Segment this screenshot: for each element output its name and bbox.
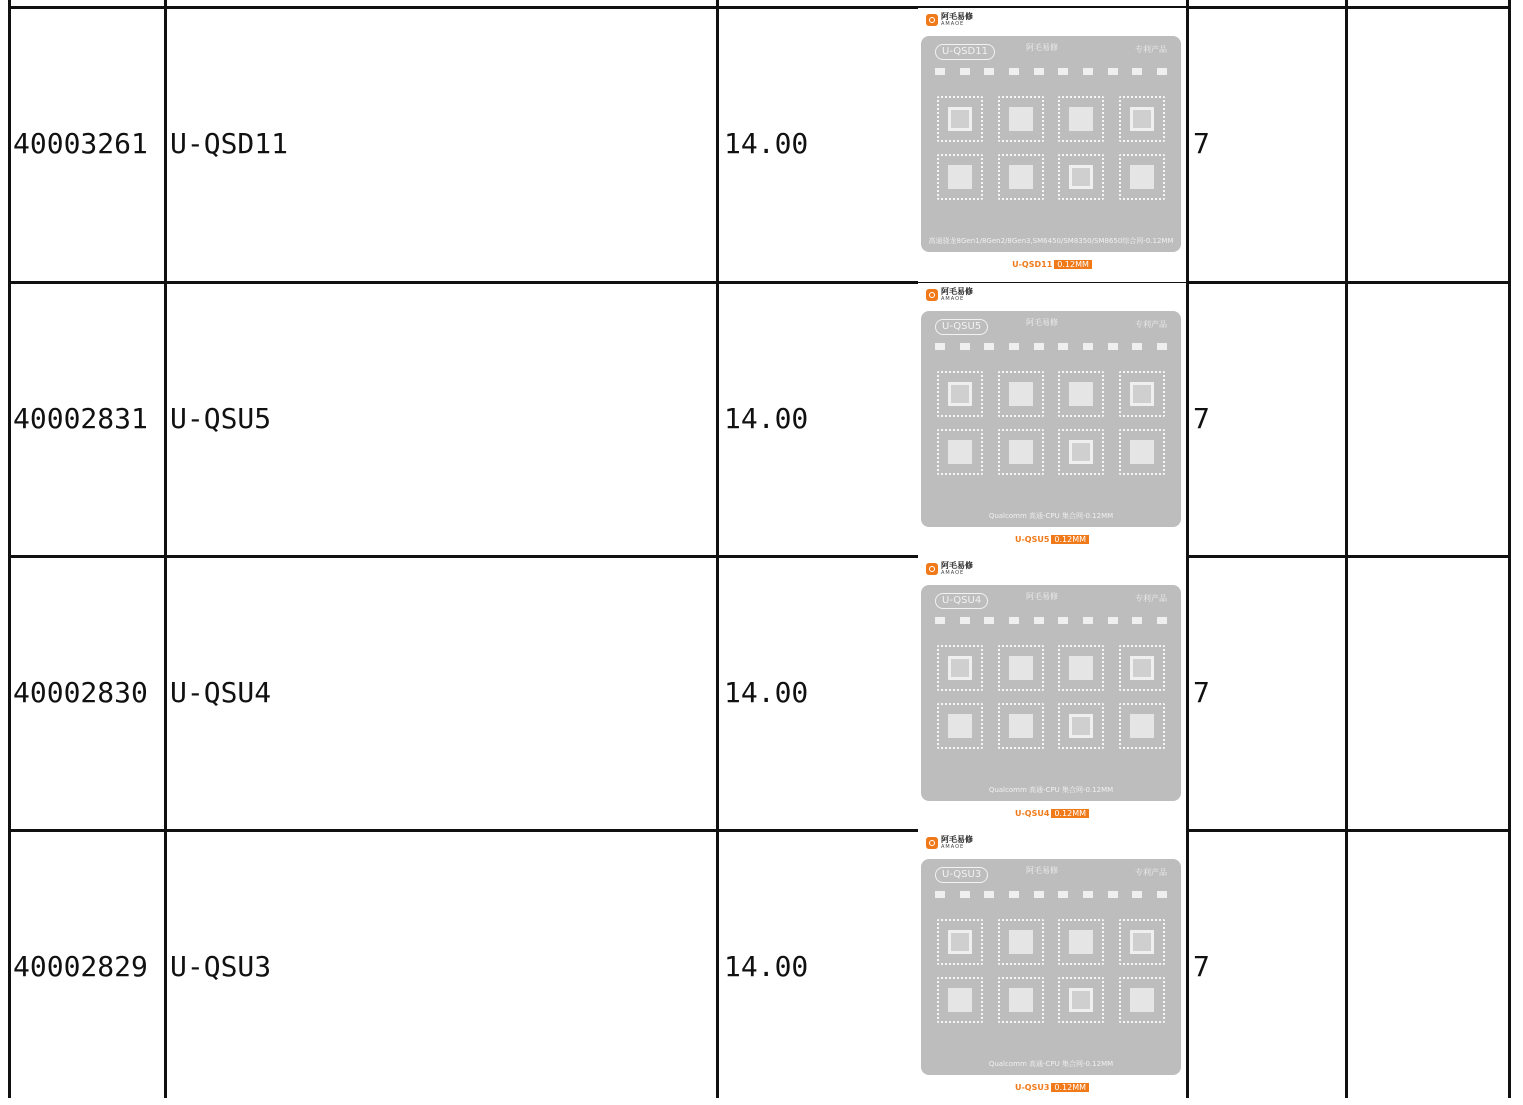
- stencil-chip-pattern: [948, 440, 972, 464]
- product-model-cell: U-QSU5: [170, 402, 272, 435]
- stencil-pad: [960, 891, 970, 898]
- stencil-pad: [984, 617, 994, 624]
- stencil-description: 高通骁龙8Gen1/8Gen2/8Gen3,SM6450/SM8350/SM8650综合网-0.12MM: [928, 237, 1174, 245]
- image-caption: [918, 535, 1186, 544]
- stencil-chip-row: [937, 645, 1165, 691]
- row-border-1: [8, 281, 1511, 284]
- stencil-chip-pattern: [1069, 714, 1093, 738]
- stencil-patent-label: 专利产品: [1135, 320, 1167, 329]
- stencil-chip-row: [937, 919, 1165, 965]
- stencil-chip: [937, 96, 983, 142]
- stencil-pad: [1083, 891, 1093, 898]
- product-code-cell: 40002830: [13, 676, 148, 709]
- brand-name: [941, 562, 973, 576]
- brand-subtitle: AMAOE: [941, 844, 965, 850]
- stencil-pad: [1083, 343, 1093, 350]
- stencil-pad: [1009, 343, 1019, 350]
- col-border-3: [1186, 0, 1189, 1098]
- stencil-pad: [960, 617, 970, 624]
- brand-header: [926, 287, 973, 303]
- stencil-pad: [1157, 343, 1167, 350]
- stencil-chip: [1119, 371, 1165, 417]
- stencil-pad: [984, 891, 994, 898]
- stencil-chip-row: [937, 154, 1165, 200]
- brand-title: 阿毛易修: [941, 287, 973, 296]
- stencil-pad: [1058, 343, 1068, 350]
- stencil-chip-pattern: [1069, 440, 1093, 464]
- stencil-pad: [935, 891, 945, 898]
- stencil-chip-pattern: [948, 714, 972, 738]
- stencil-chip-pattern: [1069, 988, 1093, 1012]
- caption-thickness-badge: 0.12MM: [1051, 809, 1089, 818]
- stencil-chip-row: [937, 96, 1165, 142]
- stencil-pad: [1132, 68, 1142, 75]
- stencil-patent-label: 专利产品: [1135, 45, 1167, 54]
- stencil-pad: [1034, 891, 1044, 898]
- stencil-pad: [1058, 68, 1068, 75]
- stencil-chip: [937, 429, 983, 475]
- stencil-chip-pattern: [1069, 165, 1093, 189]
- brand-title: 阿毛易修: [941, 835, 973, 844]
- brand-name: [941, 836, 973, 850]
- stencil-pad: [1108, 617, 1118, 624]
- stencil-chip-pattern: [1009, 930, 1033, 954]
- stencil-pad: [1058, 617, 1068, 624]
- stencil-pad: [935, 617, 945, 624]
- stencil-chip: [1119, 429, 1165, 475]
- brand-title: 阿毛易修: [941, 12, 973, 21]
- stencil-chip: [1119, 703, 1165, 749]
- stencil-plate: [921, 585, 1181, 801]
- stencil-chip-pattern: [948, 382, 972, 406]
- product-quantity-cell: 7: [1193, 950, 1210, 983]
- col-border-0: [8, 0, 11, 1098]
- row-border-top: [8, 6, 1511, 9]
- stencil-pad-row: [935, 891, 1167, 898]
- stencil-chip: [937, 703, 983, 749]
- stencil-patent-label: 专利产品: [1135, 868, 1167, 877]
- brand-header: [926, 12, 973, 28]
- stencil-chip: [1058, 429, 1104, 475]
- stencil-chip-pattern: [1009, 440, 1033, 464]
- image-caption: [918, 260, 1186, 269]
- stencil-chip: [937, 977, 983, 1023]
- stencil-chip: [1119, 96, 1165, 142]
- brand-logo-icon: [926, 837, 938, 849]
- product-image: [918, 557, 1186, 831]
- product-price-cell: 14.00: [724, 127, 809, 160]
- caption-model: U-QSD11: [1012, 260, 1053, 269]
- stencil-chip-pattern: [1130, 382, 1154, 406]
- stencil-description: Qualcomm 高通-CPU 集合网-0.12MM: [988, 512, 1114, 520]
- stencil-model-tag: U-QSU4: [935, 593, 988, 609]
- stencil-chip-pattern: [1130, 930, 1154, 954]
- stencil-chip-row: [937, 371, 1165, 417]
- caption-model: U-QSU3: [1014, 1083, 1050, 1092]
- product-price-cell: 14.00: [724, 676, 809, 709]
- stencil-chip: [937, 645, 983, 691]
- brand-logo-icon: [926, 289, 938, 301]
- stencil-description: Qualcomm 高通-CPU 集合网-0.12MM: [988, 786, 1114, 794]
- stencil-chip-pattern: [948, 988, 972, 1012]
- product-quantity-cell: 7: [1193, 676, 1210, 709]
- stencil-pad: [1034, 343, 1044, 350]
- stencil-chip-pattern: [1009, 656, 1033, 680]
- stencil-pad: [935, 343, 945, 350]
- caption-model: U-QSU5: [1014, 535, 1050, 544]
- stencil-chip-row: [937, 703, 1165, 749]
- stencil-pad: [935, 68, 945, 75]
- stencil-chip: [1058, 919, 1104, 965]
- stencil-brand: 阿毛易修: [1026, 318, 1058, 327]
- brand-name: [941, 13, 973, 27]
- product-model-cell: U-QSU3: [170, 950, 272, 983]
- stencil-pad: [1108, 343, 1118, 350]
- col-border-4: [1345, 0, 1348, 1098]
- stencil-plate: [921, 311, 1181, 527]
- stencil-brand: 阿毛易修: [1026, 866, 1058, 875]
- stencil-pad-row: [935, 68, 1167, 75]
- product-model-cell: U-QSD11: [170, 127, 289, 160]
- stencil-pad: [1132, 343, 1142, 350]
- product-image: [918, 8, 1186, 282]
- stencil-model-tag: U-QSD11: [935, 44, 995, 60]
- stencil-description: Qualcomm 高通-CPU 集合网-0.12MM: [988, 1060, 1114, 1068]
- stencil-chip: [998, 645, 1044, 691]
- stencil-chip: [998, 429, 1044, 475]
- stencil-patent-label: 专利产品: [1135, 594, 1167, 603]
- caption-thickness-badge: 0.12MM: [1051, 1083, 1089, 1092]
- stencil-chip-pattern: [1130, 714, 1154, 738]
- stencil-chip: [1058, 96, 1104, 142]
- stencil-pad-row: [935, 343, 1167, 350]
- stencil-pad: [1083, 617, 1093, 624]
- product-model-cell: U-QSU4: [170, 676, 272, 709]
- stencil-chip: [998, 977, 1044, 1023]
- stencil-chip-pattern: [1130, 165, 1154, 189]
- stencil-chip: [1058, 977, 1104, 1023]
- col-border-2: [716, 0, 719, 1098]
- stencil-chip: [998, 703, 1044, 749]
- brand-subtitle: AMAOE: [941, 21, 965, 27]
- stencil-chip-pattern: [1069, 382, 1093, 406]
- stencil-chip: [998, 154, 1044, 200]
- stencil-chip: [937, 154, 983, 200]
- product-image: [918, 831, 1186, 1105]
- brand-subtitle: AMAOE: [941, 296, 965, 302]
- stencil-chip-pattern: [1130, 656, 1154, 680]
- brand-title: 阿毛易修: [941, 561, 973, 570]
- stencil-model-tag: U-QSU3: [935, 867, 988, 883]
- stencil-pad: [1108, 68, 1118, 75]
- stencil-chip-row: [937, 977, 1165, 1023]
- stencil-pad: [1058, 891, 1068, 898]
- stencil-chip: [998, 919, 1044, 965]
- product-price-cell: 14.00: [724, 402, 809, 435]
- stencil-plate: [921, 36, 1181, 252]
- product-price-cell: 14.00: [724, 950, 809, 983]
- stencil-chip: [1058, 371, 1104, 417]
- brand-name: [941, 288, 973, 302]
- stencil-pad: [1132, 891, 1142, 898]
- product-code-cell: 40002831: [13, 402, 148, 435]
- stencil-chip-pattern: [1009, 382, 1033, 406]
- stencil-chip: [1119, 977, 1165, 1023]
- image-caption: [918, 1083, 1186, 1092]
- stencil-chip-pattern: [1009, 988, 1033, 1012]
- product-code-cell: 40002829: [13, 950, 148, 983]
- stencil-chip-pattern: [1069, 930, 1093, 954]
- brand-logo-icon: [926, 14, 938, 26]
- stencil-chip: [998, 96, 1044, 142]
- stencil-pad: [1034, 68, 1044, 75]
- stencil-model-tag: U-QSU5: [935, 319, 988, 335]
- stencil-chip: [937, 371, 983, 417]
- brand-header: [926, 561, 973, 577]
- stencil-brand: 阿毛易修: [1026, 43, 1058, 52]
- stencil-chip: [1058, 703, 1104, 749]
- stencil-pad: [1157, 617, 1167, 624]
- stencil-pad: [1034, 617, 1044, 624]
- stencil-chip-pattern: [1130, 107, 1154, 131]
- stencil-chip-pattern: [1009, 107, 1033, 131]
- stencil-chip-pattern: [948, 107, 972, 131]
- stencil-pad: [1009, 617, 1019, 624]
- stencil-pad: [960, 343, 970, 350]
- image-caption: [918, 809, 1186, 818]
- stencil-pad: [1009, 68, 1019, 75]
- stencil-chip: [1119, 645, 1165, 691]
- stencil-chip: [1058, 645, 1104, 691]
- stencil-pad: [1108, 891, 1118, 898]
- product-quantity-cell: 7: [1193, 402, 1210, 435]
- brand-subtitle: AMAOE: [941, 570, 965, 576]
- col-border-5: [1508, 0, 1511, 1098]
- stencil-pad: [960, 68, 970, 75]
- stencil-chip: [1058, 154, 1104, 200]
- stencil-pad: [1009, 891, 1019, 898]
- stencil-pad: [984, 343, 994, 350]
- stencil-chip-row: [937, 429, 1165, 475]
- stencil-brand: 阿毛易修: [1026, 592, 1058, 601]
- col-border-1: [164, 0, 167, 1098]
- caption-model: U-QSU4: [1014, 809, 1050, 818]
- stencil-chip: [998, 371, 1044, 417]
- stencil-chip-pattern: [1069, 656, 1093, 680]
- stencil-chip: [1119, 919, 1165, 965]
- stencil-chip-pattern: [1009, 165, 1033, 189]
- stencil-chip-pattern: [1009, 714, 1033, 738]
- product-code-cell: 40003261: [13, 127, 148, 160]
- stencil-chip: [1119, 154, 1165, 200]
- stencil-plate: [921, 859, 1181, 1075]
- stencil-chip-pattern: [1130, 988, 1154, 1012]
- row-border-3: [8, 829, 1511, 832]
- product-image: [918, 283, 1186, 557]
- stencil-chip-pattern: [948, 930, 972, 954]
- product-quantity-cell: 7: [1193, 127, 1210, 160]
- stencil-pad: [1132, 617, 1142, 624]
- stencil-chip-pattern: [1069, 107, 1093, 131]
- stencil-pad-row: [935, 617, 1167, 624]
- stencil-chip: [937, 919, 983, 965]
- caption-thickness-badge: 0.12MM: [1054, 260, 1092, 269]
- caption-thickness-badge: 0.12MM: [1051, 535, 1089, 544]
- stencil-pad: [984, 68, 994, 75]
- row-border-2: [8, 555, 1511, 558]
- stencil-chip-pattern: [948, 165, 972, 189]
- stencil-chip-pattern: [1130, 440, 1154, 464]
- stencil-pad: [1157, 891, 1167, 898]
- stencil-pad: [1083, 68, 1093, 75]
- stencil-chip-pattern: [948, 656, 972, 680]
- brand-header: [926, 835, 973, 851]
- stencil-pad: [1157, 68, 1167, 75]
- brand-logo-icon: [926, 563, 938, 575]
